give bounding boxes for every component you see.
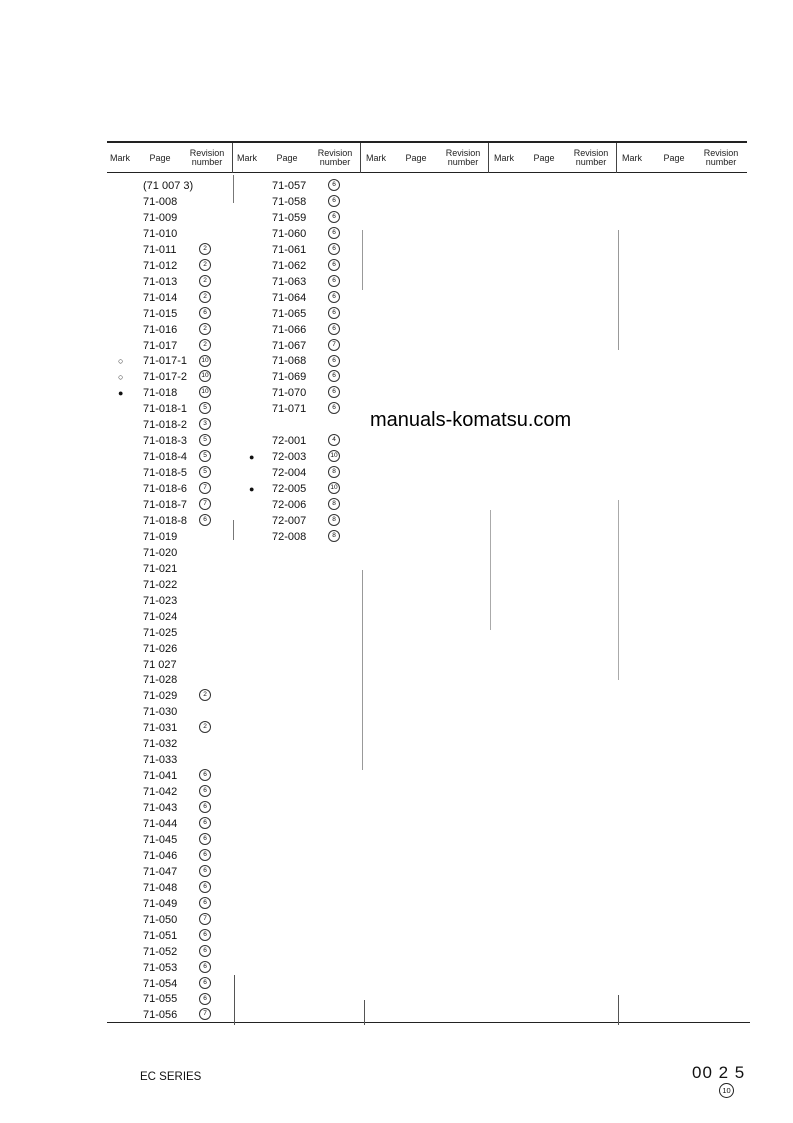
list-item (143, 274, 211, 290)
revision-number: 6 (328, 259, 340, 271)
page-number: 71-069 (272, 371, 307, 384)
header-revision-line1: Revision (573, 148, 609, 158)
column-divider-4-body (618, 500, 619, 680)
revision-number: 8 (328, 466, 340, 478)
revision-number: 6 (328, 195, 340, 207)
page-number: 71-065 (272, 307, 307, 320)
column-divider-4-body (618, 230, 619, 350)
page-number: 71-042 (143, 786, 178, 799)
list-item (272, 274, 340, 290)
page-number: 71-018 (143, 387, 178, 400)
list-item (143, 736, 199, 752)
header-revision-line1: Revision (703, 148, 739, 158)
revision-number: 5 (199, 450, 211, 462)
list-item (272, 210, 340, 226)
watermark: manuals-komatsu.com (370, 409, 572, 431)
revision-number: 8 (328, 530, 340, 542)
page-number: 71-017 (143, 339, 178, 352)
list-item (143, 290, 211, 306)
list-item (143, 704, 199, 720)
header-revision (312, 149, 358, 167)
page-number: 71-056 (143, 1009, 178, 1022)
header-revision (698, 149, 744, 167)
page-number: 71-020 (143, 546, 178, 559)
revision-number: 6 (199, 833, 211, 845)
header-page: Page (533, 153, 555, 163)
page-number: 71-032 (143, 738, 178, 751)
header-revision (440, 149, 486, 167)
revision-number: 7 (199, 1008, 211, 1020)
revision-number: 6 (328, 179, 340, 191)
list-item (272, 385, 340, 401)
page-number: 72-005 (272, 483, 307, 496)
header-page: Page (663, 153, 685, 163)
list-item (272, 226, 340, 242)
list-item (143, 768, 211, 784)
column-divider-3 (488, 143, 489, 173)
page-number: 71-018-4 (143, 451, 188, 464)
page-number: 71-029 (143, 690, 178, 703)
list-item (143, 657, 199, 673)
page-number: 71-041 (143, 770, 178, 783)
page-number: 71-045 (143, 833, 178, 846)
list-item (143, 513, 211, 529)
revision-number: 6 (199, 977, 211, 989)
page-number: 71-068 (272, 355, 307, 368)
page-number: 71-052 (143, 945, 178, 958)
revision-mark: ● (249, 452, 255, 463)
page-number: 72-006 (272, 499, 307, 511)
list-item (143, 338, 211, 354)
revision-number: 6 (199, 961, 211, 973)
column-divider-3-body (490, 510, 491, 630)
list-item (143, 688, 211, 704)
page-number: 71-050 (143, 913, 178, 926)
page-number: 71-043 (143, 802, 178, 815)
page-number: 71-018-6 (143, 483, 188, 496)
revision-number: 8 (328, 498, 340, 510)
page-number: (71 007 3) (143, 180, 194, 192)
header-page: Page (276, 153, 298, 163)
page-number: 71-062 (272, 259, 307, 272)
revision-number: 10 (199, 386, 211, 398)
revision-number: 2 (199, 323, 211, 335)
column-divider-1-body (233, 175, 234, 203)
revision-number: 2 (199, 259, 211, 271)
list-item (143, 322, 211, 338)
page-number: 71-018-3 (143, 435, 188, 448)
page-number: 71-018-2 (143, 419, 188, 432)
column-divider-4 (616, 143, 617, 173)
revision-number: 7 (199, 913, 211, 925)
revision-number: 2 (199, 291, 211, 303)
revision-number: 6 (199, 307, 211, 319)
column-divider-2 (360, 143, 361, 173)
page-number: 71-061 (272, 243, 307, 256)
list-item (272, 497, 340, 513)
revision-mark: ○ (118, 356, 124, 367)
revision-number: 2 (199, 275, 211, 287)
list-item (143, 529, 199, 545)
page-number: 72-001 (272, 435, 307, 448)
footer-revision: 10 (719, 1083, 734, 1098)
header-mark: Mark (622, 153, 642, 163)
revision-number: 6 (199, 785, 211, 797)
list-item (272, 513, 340, 529)
page-number: 72-007 (272, 514, 307, 527)
page-number: 71-051 (143, 929, 178, 942)
revision-number: 6 (199, 769, 211, 781)
header-mark: Mark (110, 153, 130, 163)
list-item (143, 194, 199, 210)
list-item (272, 242, 340, 258)
page-number: 71-055 (143, 993, 178, 1006)
revision-mark: ● (118, 388, 124, 399)
revision-number: 10 (328, 482, 340, 494)
page-number: 71-058 (272, 195, 307, 208)
page-number: 71-047 (143, 865, 178, 878)
page-number: 72-004 (272, 467, 307, 480)
revision-number: 6 (199, 993, 211, 1005)
revision-number: 6 (328, 402, 340, 414)
header-page: Page (149, 153, 171, 163)
page-number: 71-053 (143, 961, 178, 974)
revision-number: 10 (199, 370, 211, 382)
revision-number: 6 (199, 945, 211, 957)
header-revision-line2: number (705, 157, 737, 167)
page-number: 71-014 (143, 291, 178, 304)
header-revision (568, 149, 614, 167)
list-item (143, 593, 199, 609)
page-number: 71-033 (143, 754, 178, 767)
revision-number: 6 (328, 243, 340, 255)
revision-number: 6 (328, 211, 340, 223)
page-number: 71-015 (143, 307, 178, 320)
list-item (143, 417, 211, 433)
page-number: 71-067 (272, 339, 307, 352)
revision-mark: ● (249, 484, 255, 495)
page-number: 71-028 (143, 674, 178, 687)
page-number: 71-059 (272, 211, 307, 224)
page-number: 71-066 (272, 323, 307, 336)
list-item (143, 226, 199, 242)
list-item (143, 433, 211, 449)
header-revision-line2: number (575, 157, 607, 167)
revision-number: 6 (328, 275, 340, 287)
revision-number: 2 (199, 243, 211, 255)
list-item (143, 848, 211, 864)
revision-number: 3 (199, 418, 211, 430)
page-number: 71-010 (143, 227, 178, 240)
page-number: 71-012 (143, 259, 178, 272)
header-revision-line1: Revision (445, 148, 481, 158)
page-number: 71-057 (272, 180, 307, 192)
page-number: 71-054 (143, 977, 178, 990)
list-item (272, 338, 340, 354)
header-revision-line1: Revision (317, 148, 353, 158)
list-item (143, 258, 211, 274)
revision-number: 7 (199, 498, 211, 510)
column-divider-1-body (234, 975, 235, 1025)
header-mark: Mark (237, 153, 257, 163)
list-item (143, 178, 199, 194)
page-number: 71-049 (143, 897, 178, 910)
list-item (143, 625, 199, 641)
list-item (272, 529, 340, 545)
list-item (143, 497, 211, 513)
list-item (143, 306, 211, 322)
revision-number: 6 (199, 881, 211, 893)
page-number: 71-011 (143, 243, 177, 256)
list-item (272, 290, 340, 306)
table-header-rule (107, 172, 747, 173)
list-item (143, 465, 211, 481)
page-number: 71-030 (143, 706, 178, 719)
header-page: Page (405, 153, 427, 163)
page-number: 71-023 (143, 594, 178, 607)
page-number: 71-013 (143, 275, 178, 288)
list-item (272, 194, 340, 210)
list-item (143, 832, 211, 848)
list-item (143, 864, 211, 880)
revision-number: 4 (328, 434, 340, 446)
list-item (143, 960, 211, 976)
page-number: 71-008 (143, 195, 178, 208)
list-item (272, 433, 340, 449)
revision-number: 6 (199, 849, 211, 861)
revision-number: 6 (328, 307, 340, 319)
list-item (143, 369, 211, 385)
page-number: 71-018-5 (143, 467, 188, 480)
header-mark: Mark (366, 153, 386, 163)
list-item (143, 991, 211, 1007)
list-item (143, 210, 199, 226)
list-item (143, 609, 199, 625)
page-number: 71-021 (143, 562, 178, 575)
column-divider-2-body (362, 570, 363, 770)
list-item (143, 545, 199, 561)
list-item (143, 784, 211, 800)
revision-number: 6 (328, 386, 340, 398)
revision-number: 6 (199, 801, 211, 813)
revision-number: 6 (328, 370, 340, 382)
list-item (272, 322, 340, 338)
page-number: 71-064 (272, 291, 307, 304)
list-item (143, 672, 199, 688)
footer-series: EC SERIES (140, 1071, 202, 1083)
list-item (272, 178, 340, 194)
list-item (143, 720, 211, 736)
list-item (143, 353, 211, 369)
page-number: 71-071 (272, 403, 307, 416)
page-number: 71-024 (143, 610, 178, 623)
page-number: 71-022 (143, 578, 178, 591)
column-divider-2-body (364, 1000, 365, 1025)
page-number: 71-017-1 (143, 355, 188, 368)
revision-number: 5 (199, 466, 211, 478)
list-item (143, 896, 211, 912)
list-item (143, 976, 211, 992)
page-number: 71 027 (143, 658, 177, 671)
list-item (143, 912, 211, 928)
page-number: 71-048 (143, 881, 178, 894)
header-revision-line2: number (191, 157, 223, 167)
list-item (143, 561, 199, 577)
revision-number: 6 (199, 817, 211, 829)
page-number: 71-063 (272, 275, 307, 288)
revision-number: 2 (199, 689, 211, 701)
revision-number: 6 (328, 291, 340, 303)
list-item (143, 481, 211, 497)
page-number: 71-019 (143, 530, 178, 543)
revision-number: 7 (199, 482, 211, 494)
revision-number: 8 (328, 514, 340, 526)
revision-number: 6 (199, 897, 211, 909)
header-revision-line2: number (319, 157, 351, 167)
list-item (143, 242, 211, 258)
footer-page-number: 00 2 5 (692, 1063, 746, 1082)
revision-number: 2 (199, 721, 211, 733)
page-number: 71-046 (143, 849, 178, 862)
list-item (143, 385, 211, 401)
page-number: 71-044 (143, 818, 178, 830)
list-item (143, 816, 211, 832)
revision-mark: ○ (118, 372, 124, 383)
column-divider-4-body (618, 995, 619, 1025)
list-item (272, 401, 340, 417)
page-number: 71-070 (272, 387, 307, 400)
page-number: 71-016 (143, 323, 178, 336)
list-item (272, 353, 340, 369)
list-item (272, 369, 340, 385)
list-item (143, 641, 199, 657)
revision-number: 6 (199, 865, 211, 877)
page-number: 71-026 (143, 642, 178, 655)
page-number: 71-018-8 (143, 514, 188, 527)
list-item (272, 306, 340, 322)
page-number: 71-031 (143, 722, 178, 735)
list-item (143, 401, 211, 417)
revision-number: 10 (199, 355, 211, 367)
list-item (143, 880, 211, 896)
revision-number: 6 (199, 514, 211, 526)
column-divider-1-body (233, 520, 234, 540)
page-number: 71-018-7 (143, 499, 188, 511)
revision-number: 2 (199, 339, 211, 351)
page-number: 72-008 (272, 530, 307, 543)
page-number: 71-025 (143, 626, 178, 639)
list-item (143, 1007, 211, 1023)
revision-number: 5 (199, 402, 211, 414)
page-number: 71-017-2 (143, 371, 188, 384)
list-item (143, 449, 211, 465)
list-item (143, 752, 199, 768)
list-item (272, 258, 340, 274)
page-number: 72-003 (272, 451, 307, 464)
list-item (272, 449, 340, 465)
header-revision-line1: Revision (189, 148, 225, 158)
list-item (143, 928, 211, 944)
revision-number: 6 (328, 323, 340, 335)
list-item (272, 481, 340, 497)
page-number: 71-018-1 (143, 403, 188, 416)
list-item (143, 944, 211, 960)
revision-number: 6 (328, 355, 340, 367)
header-revision (184, 149, 230, 167)
list-item (143, 800, 211, 816)
table-top-rule (107, 141, 747, 143)
revision-number: 7 (328, 339, 340, 351)
list-item (272, 465, 340, 481)
header-mark: Mark (494, 153, 514, 163)
revision-number: 5 (199, 434, 211, 446)
revision-number: 6 (328, 227, 340, 239)
header-revision-line2: number (447, 157, 479, 167)
revision-number: 6 (199, 929, 211, 941)
page-number: 71-009 (143, 211, 178, 224)
revision-number: 10 (328, 450, 340, 462)
column-divider-2-body (362, 230, 363, 290)
list-item (143, 577, 199, 593)
page-number: 71-060 (272, 227, 307, 240)
